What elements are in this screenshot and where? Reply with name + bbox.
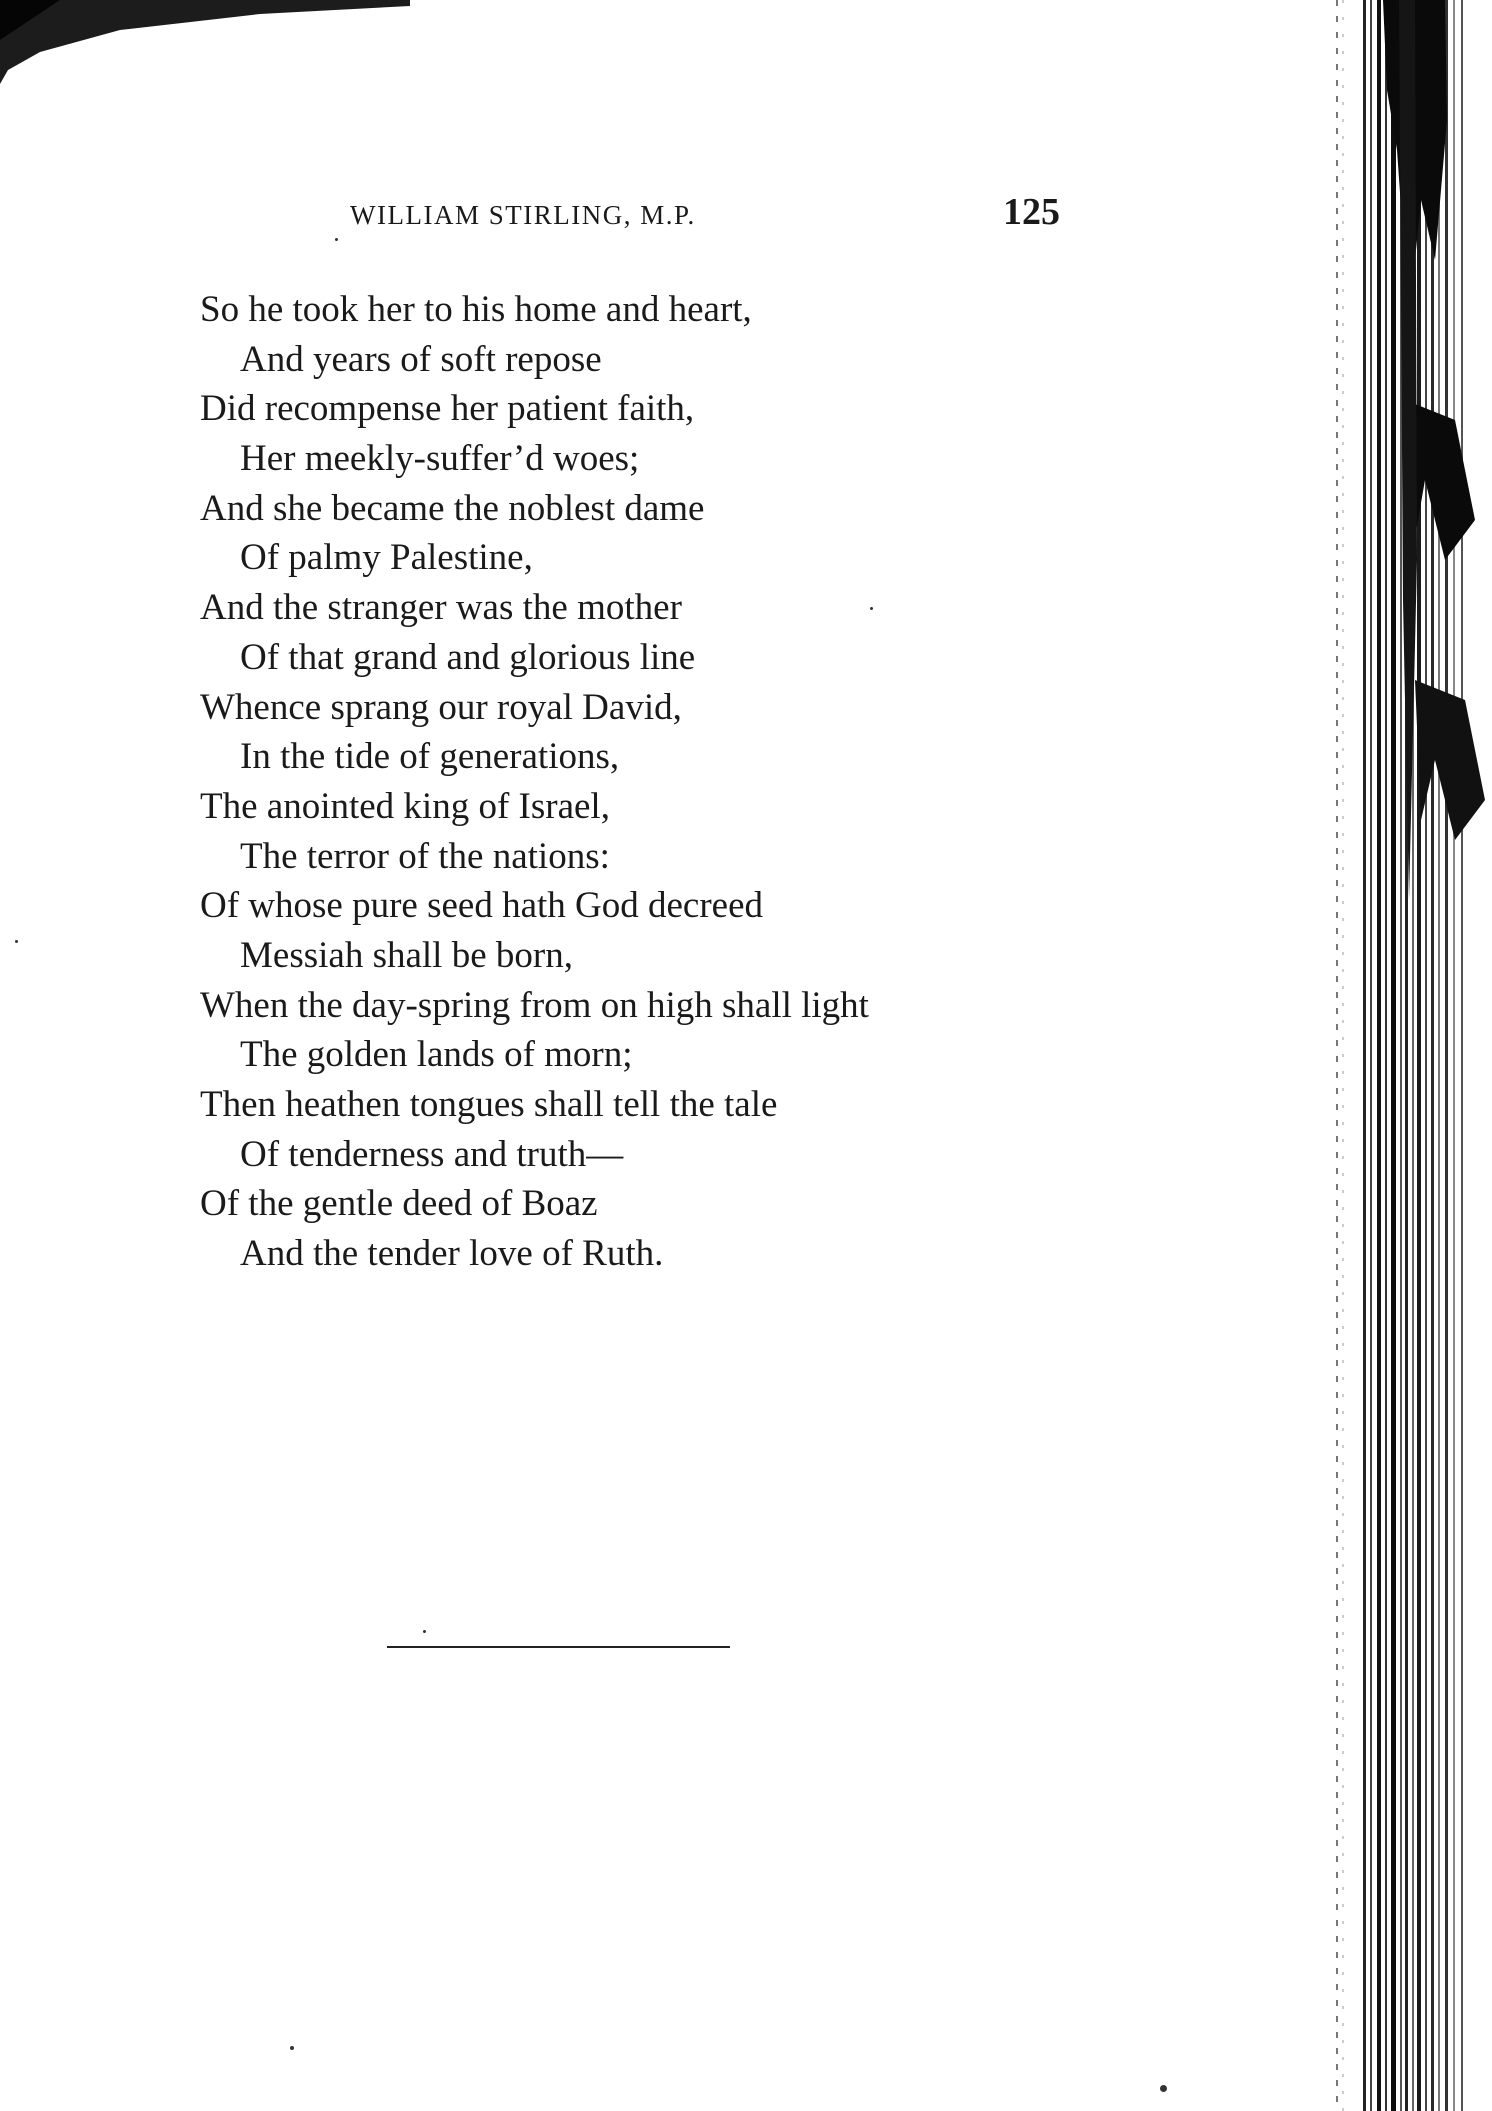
scan-speck [423,1630,426,1633]
poem-line: When the day-spring from on high shall light [200,984,869,1026]
poem [200,285,1100,1279]
end-rule [387,1646,730,1648]
poem-line: So he took her to his home and heart, [200,289,752,330]
poem-line: The terror of the nations: [240,835,610,877]
running-head [300,190,1060,250]
poem-line: Of palmy Palestine, [240,537,533,579]
poem-line: Whence sprang our royal David, [200,686,682,728]
scan-speck [870,607,873,610]
scan-corner-artifact [0,0,420,90]
poem-line: Messiah shall be born, [240,934,573,976]
poem-line: Of tenderness and truth— [240,1133,624,1175]
page-number: 125 [1003,191,1060,233]
poem-line: The golden lands of morn; [240,1034,633,1076]
poem-line: Of whose pure seed hath God decreed [200,885,764,927]
scan-speck [1160,2085,1167,2092]
poem-line: Did recompense her patient faith, [200,388,695,430]
poem-line: Of the gentle deed of Boaz [200,1183,598,1225]
scan-speck [290,2046,294,2050]
poem-line: In the tide of generations, [240,736,620,778]
poem-line: And the tender love of Ruth. [240,1233,664,1275]
poem-line: The anointed king of Israel, [200,785,610,827]
poem-line: Her meekly-suffer’d woes; [240,438,640,480]
poem-line: And she became the noblest dame [200,487,705,529]
scan-speck [15,940,18,943]
scan-gutter-edge [1325,0,1492,2111]
running-title: WILLIAM STIRLING, M.P. [350,200,696,230]
scan-speck [335,238,338,241]
poem-line: And the stranger was the mother [200,587,682,629]
poem-line: Then heathen tongues shall tell the tale [200,1084,778,1125]
poem-line: Of that grand and glorious line [240,636,696,678]
poem-line: And years of soft repose [240,338,602,380]
